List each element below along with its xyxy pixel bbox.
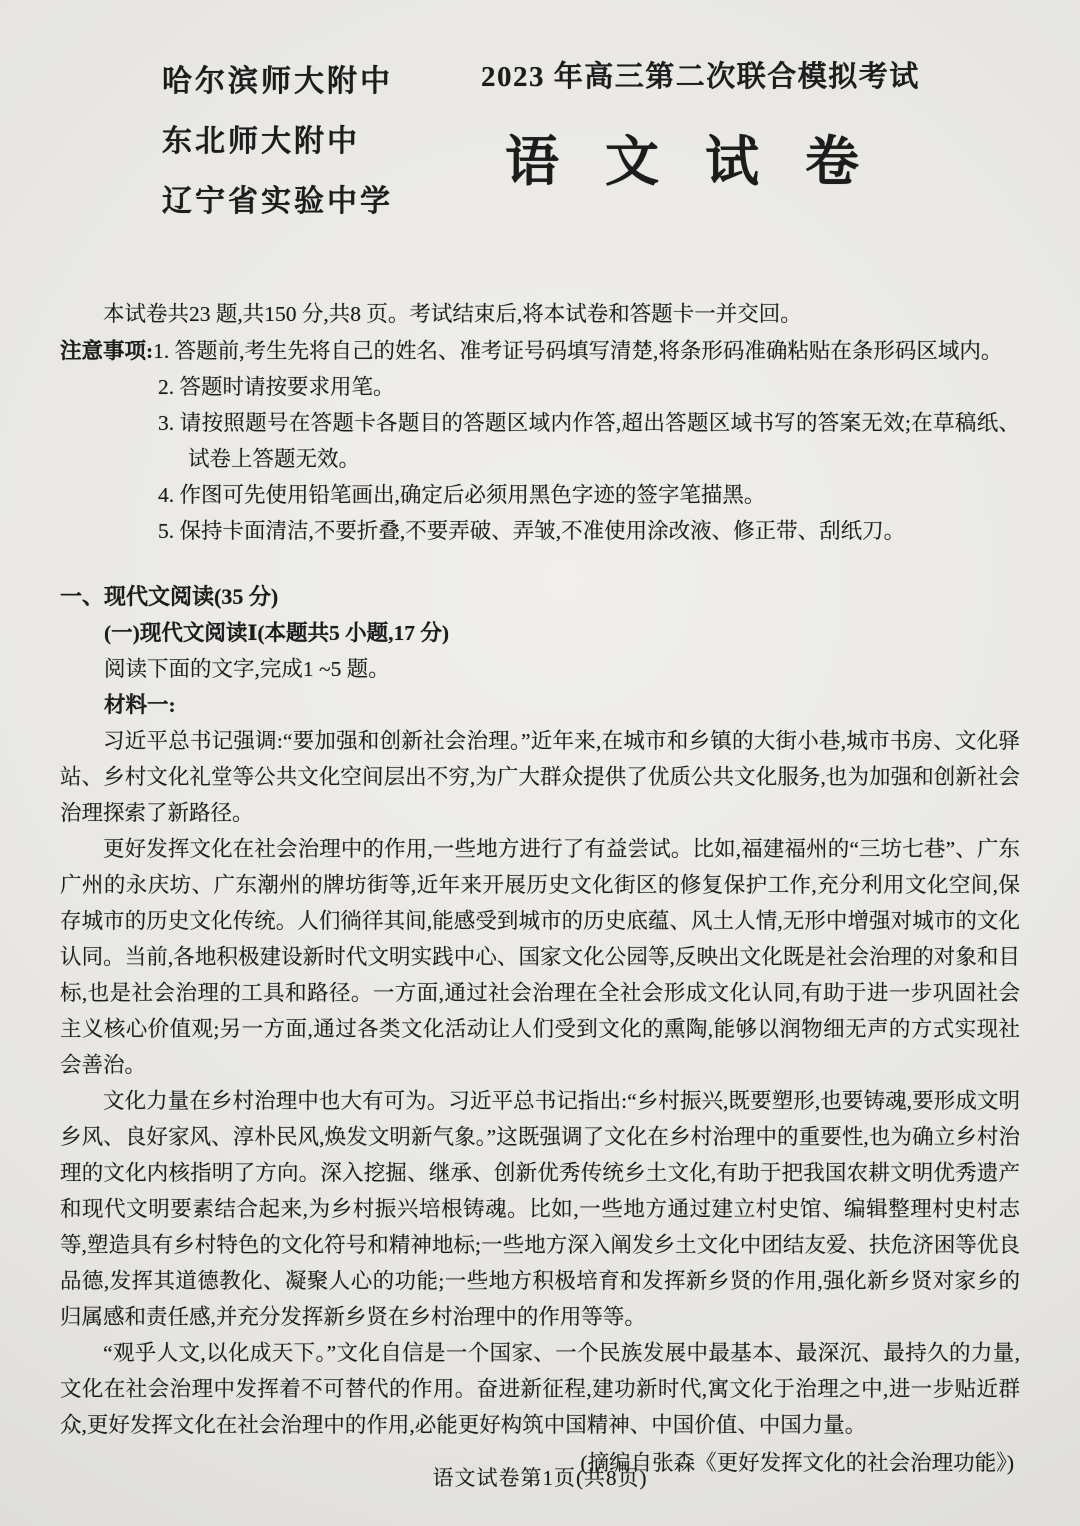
paper-body [60, 296, 1020, 1481]
subject-title: 语文试卷 [505, 132, 905, 192]
material-label: 材料一: [104, 693, 176, 717]
intro-text: 本试卷共23 题,共150 分,共8 页。考试结束后,将本试卷和答题卡一并交回。 [103, 302, 802, 326]
body-paragraph-4: “观乎人文,以化成天下。”文化自信是一个国家、一个民族发展中最基本、最深沉、最持久的力量,文化在社会治理中发挥着不可替代的作用。奋进新征程,建功新时代,寓文化于治理之中,进一步贴近群众,更好发挥文化在社会治理中的作用,必能更好构筑中国精神、中国价值、中国力量。 [60, 1341, 1020, 1437]
notes-label: 注意事项: [60, 339, 154, 363]
body-paragraph-2: 更好发挥文化在社会治理中的作用,一些地方进行了有益尝试。比如,福建福州的“三坊七巷”、广东广州的永庆坊、广东潮州的牌坊街等,近年来开展历史文化街区的修复保护工作,充分利用文化空间,保存城市的历史文化传统。人们徜徉其间,能感受到城市的历史底蕴、风土人情,无形中增强对城市的文化认同。当前,各地积极建设新时代文明实践中心、国家文化公园等,反映出文化既是社会治理的对象和目标,也是社会治理的工具和路径。一方面,通过社会治理在全社会形成文化认同,有助于进一步巩固社会主义核心价值观;另一方面,通过各类文化活动让人们受到文化的熏陶,能够以润物细无声的方式实现社会善治。 [60, 837, 1020, 1077]
note-item-4: 4. 作图可先使用铅笔画出,确定后必须用黑色字迹的签字笔描黑。 [158, 483, 766, 507]
paper-header [60, 52, 1020, 232]
school-list [162, 52, 393, 232]
body-paragraph-3: 文化力量在乡村治理中也大有可为。习近平总书记指出:“乡村振兴,既要塑形,也要铸魂,要形成文明乡风、良好家风、淳朴民风,焕发文明新气象。”这既强调了文化在乡村治理中的重要性,也为确立乡村治理的文化内核指明了方向。深入挖掘、继承、创新优秀传统乡土文化,有助于把我国农耕文明优秀遗产和现代文明要素结合起来,为乡村振兴培根铸魂。比如,一些地方通过建立村史馆、编辑整理村史村志等,塑造具有乡村特色的文化符号和精神地标;一些地方深入阐发乡土文化中团结友爱、扶危济困等优良品德,发挥其道德教化、凝聚人心的功能;一些地方积极培育和发挥新乡贤的作用,强化新乡贤对家乡的归属感和责任感,并充分发挥新乡贤在乡村治理中的作用等等。 [60, 1089, 1020, 1329]
note-item-1: 1. 答题前,考生先将自己的姓名、准考证号码填写清楚,将条形码准确粘贴在条形码区域内。 [153, 339, 1003, 363]
source-attribution: (摘编自张森《更好发挥文化的社会治理功能》) [580, 1451, 1014, 1475]
school-name-3: 辽宁省实验中学 [162, 185, 393, 218]
school-name-1: 哈尔滨师大附中 [162, 65, 393, 98]
section-heading: 一、现代文阅读(35 分) [60, 584, 279, 609]
note-item-3: 3. 请按照题号在答题卡各题目的答题区域内作答,超出答题区域书写的答案无效;在草稿纸、试卷上答题无效。 [158, 411, 1020, 471]
note-item-5: 5. 保持卡面清洁,不要折叠,不要弄破、弄皱,不准使用涂改液、修正带、刮纸刀。 [158, 519, 906, 543]
school-name-2: 东北师大附中 [162, 125, 360, 158]
reading-instruction: 阅读下面的文字,完成1 ~5 题。 [104, 657, 390, 681]
title-block [481, 52, 920, 196]
note-item-2: 2. 答题时请按要求用笔。 [158, 375, 395, 399]
subsection-heading: (一)现代文阅读Ⅰ(本题共5 小题,17 分) [104, 621, 450, 645]
page-footer: 语文试卷第1页(共8页) [432, 1466, 648, 1490]
note-line-1 [60, 333, 1020, 369]
body-paragraph-1: 习近平总书记强调:“要加强和创新社会治理。”近年来,在城市和乡镇的大街小巷,城市书房、文化驿站、乡村文化礼堂等公共文化空间层出不穷,为广大群众提供了优质公共文化服务,也为加强和创新社会治理探索了新路径。 [60, 729, 1020, 825]
exam-title: 2023 年高三第二次联合模拟考试 [481, 61, 920, 93]
notes-section [60, 333, 1020, 549]
